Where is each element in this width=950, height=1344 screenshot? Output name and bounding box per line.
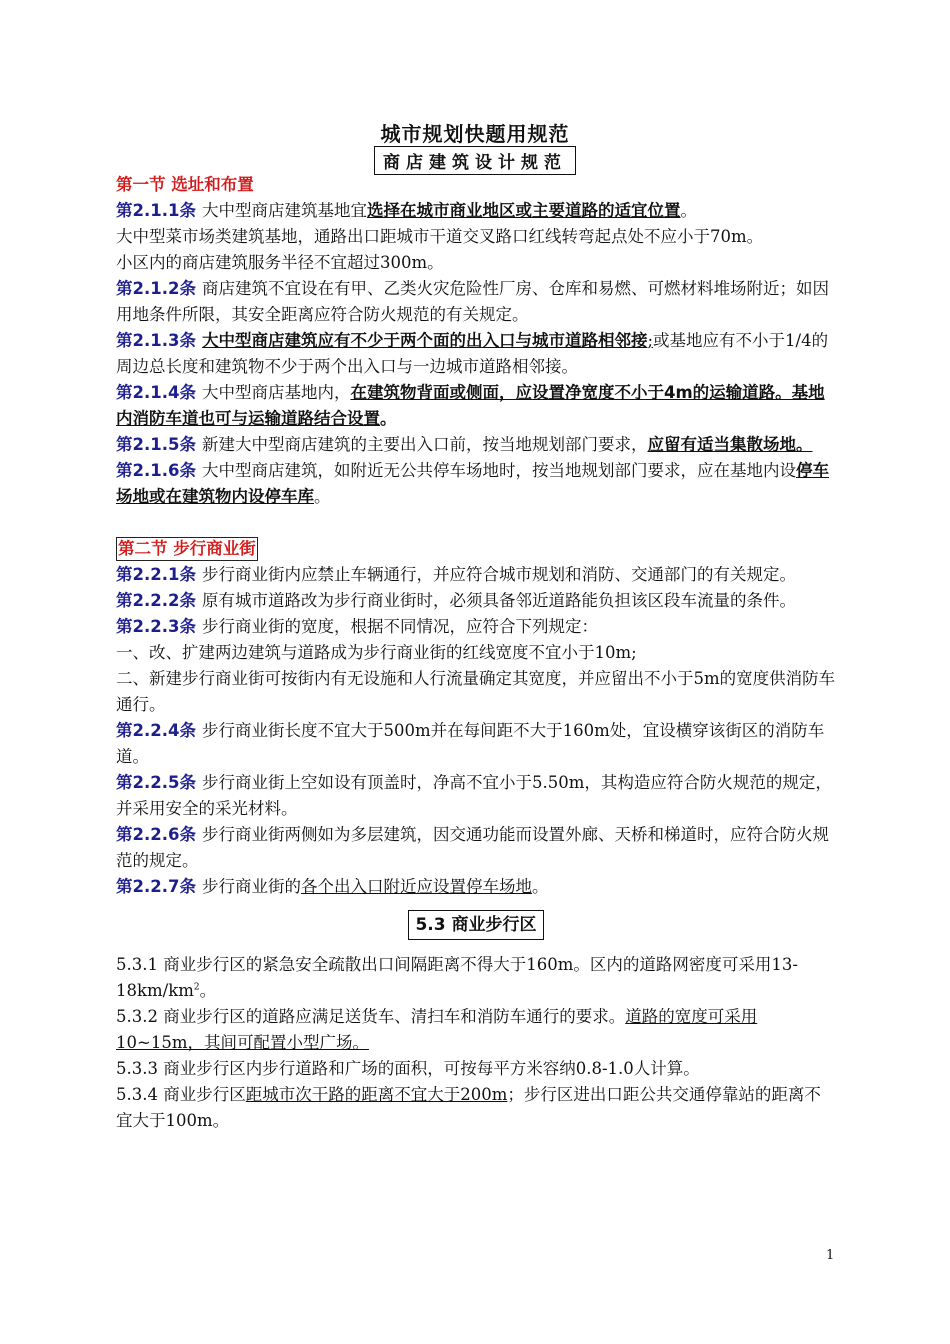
section-heading-1: 第一节 选址和布置 [116,175,254,194]
page-number: 1 [826,1248,835,1263]
article-2-1-2: 第2.1.2条 商店建筑不宜设在有甲、乙类火灾危险性厂房、仓库和易燃、可燃材料堆场附近；如因用地条件所限，其安全距离应符合防火规范的有关规定。 [116,279,829,324]
article-2-2-4: 第2.2.4条 步行商业街长度不宜大于500m并在每间距不大于160m处，宜设横穿该街区的消防车道。 [116,721,825,766]
article-2-1-6: 第2.1.6条 大中型商店建筑，如附近无公共停车场地时，按当地规划部门要求，应在基地内设停车场地或在建筑物内设停车库。 [116,461,829,506]
article-2-2-7: 第2.2.7条 步行商业街的各个出入口附近应设置停车场地。 [116,877,549,896]
subtitle-wrap [0,146,950,175]
article-2-1-4: 第2.1.4条 大中型商店基地内，在建筑物背面或侧面，应设置净宽度不小于4m的运输道路。基地内消防车道也可与运输道路结合设置。 [116,383,825,428]
list-item-1: 一、改、扩建两边建筑与道路成为步行商业街的红线宽度不宜小于10m; [116,643,637,662]
document-title: 城市规划快题用规范 [380,122,570,146]
article-2-2-1: 第2.2.1条 步行商业街内应禁止车辆通行，并应符合城市规划和消防、交通部门的有关规定。 [116,565,796,584]
article-2-2-6: 第2.2.6条 步行商业街两侧如为多层建筑，因交通功能而设置外廊、天桥和梯道时，应符合防火规范的规定。 [116,825,829,870]
paragraph-market: 大中型菜市场类建筑基地，通路出口距城市干道交叉路口红线转弯起点处不应小于70m。 [116,227,764,246]
spacer [116,510,836,536]
article-2-1-5: 第2.1.5条 新建大中型商店建筑的主要出入口前，按当地规划部门要求，应留有适当集散场地。 [116,435,813,454]
list-item-2: 二、新建步行商业街可按街内有无设施和人行流量确定其宽度，并应留出不小于5m的宽度供消防车通行。 [116,669,836,714]
article-2-1-1: 第2.1.1条 大中型商店建筑基地宜选择在城市商业地区或主要道路的适宜位置。 [116,201,697,220]
article-2-2-5: 第2.2.5条 步行商业街上空如设有顶盖时，净高不宜小于5.50m，其构造应符合防火规范的规定，并采用安全的采光材料。 [116,773,832,818]
clause-5-3-1: 5.3.1 商业步行区的紧急安全疏散出口间隔距离不得大于160m。区内的道路网密度可采用$13-18km/km^2$。 [116,955,798,1000]
section-heading-2: 第二节 步行商业街 [116,536,836,562]
section-heading-3-wrap [116,910,836,940]
document-body [116,172,836,1134]
paragraph-radius: 小区内的商店建筑服务半径不宜超过300m。 [116,253,444,272]
clause-5-3-4: 5.3.4 商业步行区距城市次干路的距离不宜大于200m；步行区进出口距公共交通停靠站的距离不宜大于100m。 [116,1085,821,1130]
section-heading-3: 5.3 商业步行区 [408,910,543,940]
clause-5-3-2: 5.3.2 商业步行区的道路应满足送货车、清扫车和消防车通行的要求。道路的宽度可采用10~15m，其间可配置小型广场。 [116,1007,758,1052]
document-subtitle: 商店建筑设计规范 [374,146,576,175]
article-2-2-3: 第2.2.3条 步行商业街的宽度，根据不同情况，应符合下列规定： [116,617,598,636]
article-2-2-2: 第2.2.2条 原有城市道路改为步行商业街时，必须具备邻近道路能负担该区段车流量的条件。 [116,591,796,610]
article-2-1-3: 第2.1.3条 大中型商店建筑应有不少于两个面的出入口与城市道路相邻接;或基地应有不小于1/4的周边总长度和建筑物不少于两个出入口与一边城市道路相邻接。 [116,331,829,376]
clause-5-3-3: 5.3.3 商业步行区内步行道路和广场的面积，可按每平方米容纳0.8-1.0人计算。 [116,1059,700,1078]
